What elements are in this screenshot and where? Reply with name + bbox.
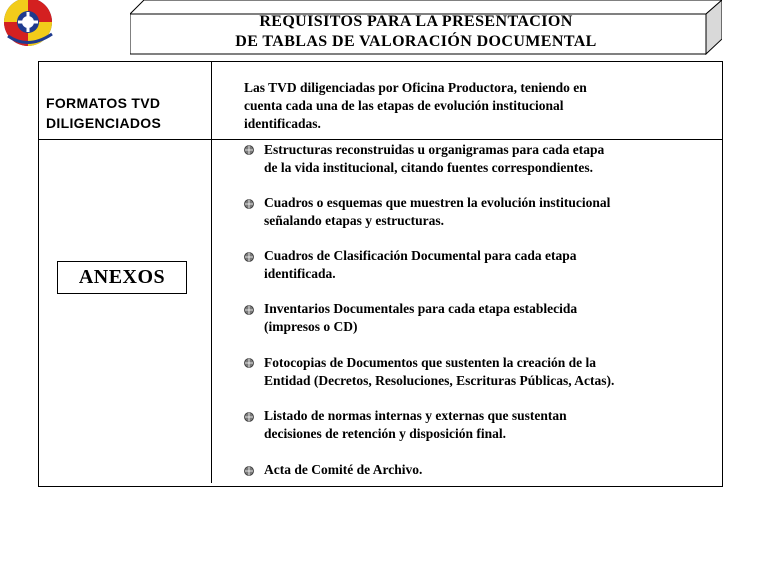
globe-bullet-icon xyxy=(243,251,255,263)
list-item-line-1: Acta de Comité de Archivo. xyxy=(264,462,423,477)
globe-bullet-icon xyxy=(243,304,255,316)
institution-logo xyxy=(0,0,60,52)
row-divider-left xyxy=(38,139,211,140)
list-item-line-2: decisiones de retención y disposición final. xyxy=(264,426,507,441)
list-item xyxy=(264,300,719,336)
formats-description xyxy=(244,79,714,133)
formats-description-line-3: identificadas. xyxy=(244,116,321,131)
list-item xyxy=(264,354,719,390)
list-item xyxy=(264,247,719,283)
globe-bullet-icon xyxy=(243,465,255,477)
list-item xyxy=(264,461,719,479)
list-item-line-1: Cuadros o esquemas que muestren la evolución institucional xyxy=(264,195,611,210)
list-item-line-2: de la vida institucional, citando fuentes correspondientes. xyxy=(264,160,594,175)
list-item-line-1: Fotocopias de Documentos que sustenten la creación de la xyxy=(264,355,596,370)
list-item-line-2: (impresos o CD) xyxy=(264,319,358,334)
column-divider xyxy=(211,61,212,483)
formats-description-line-1: Las TVD diligenciadas por Oficina Productora, teniendo en xyxy=(244,80,587,95)
globe-bullet-icon xyxy=(243,198,255,210)
page-title xyxy=(130,12,702,52)
formats-description-line-2: cuenta cada una de las etapas de evolución institucional xyxy=(244,98,564,113)
list-item xyxy=(264,407,719,443)
annexes-label: ANEXOS xyxy=(57,261,187,294)
title-line-1: REQUISITOS PARA LA PRESENTACION xyxy=(259,13,573,30)
formats-label-line-1: FORMATOS TVD xyxy=(46,95,161,111)
list-item-line-1: Cuadros de Clasificación Documental para cada etapa xyxy=(264,248,577,263)
list-item-line-2: Entidad (Decretos, Resoluciones, Escrituras Públicas, Actas). xyxy=(264,373,615,388)
globe-bullet-icon xyxy=(243,144,255,156)
list-item-line-1: Listado de normas internas y externas que sustentan xyxy=(264,408,567,423)
formats-label xyxy=(46,93,206,133)
list-item-line-1: Estructuras reconstruidas u organigramas para cada etapa xyxy=(264,142,605,157)
list-item xyxy=(264,194,719,230)
title-line-2: DE TABLAS DE VALORACIÓN DOCUMENTAL xyxy=(235,33,597,50)
list-item xyxy=(264,141,719,177)
globe-bullet-icon xyxy=(243,411,255,423)
list-item-line-1: Inventarios Documentales para cada etapa establecida xyxy=(264,301,578,316)
formats-label-line-2: DILIGENCIADOS xyxy=(46,115,162,131)
list-item-line-2: identificada. xyxy=(264,266,336,281)
globe-bullet-icon xyxy=(243,357,255,369)
row-divider-right xyxy=(211,139,723,140)
list-item-line-2: señalando etapas y estructuras. xyxy=(264,213,445,228)
